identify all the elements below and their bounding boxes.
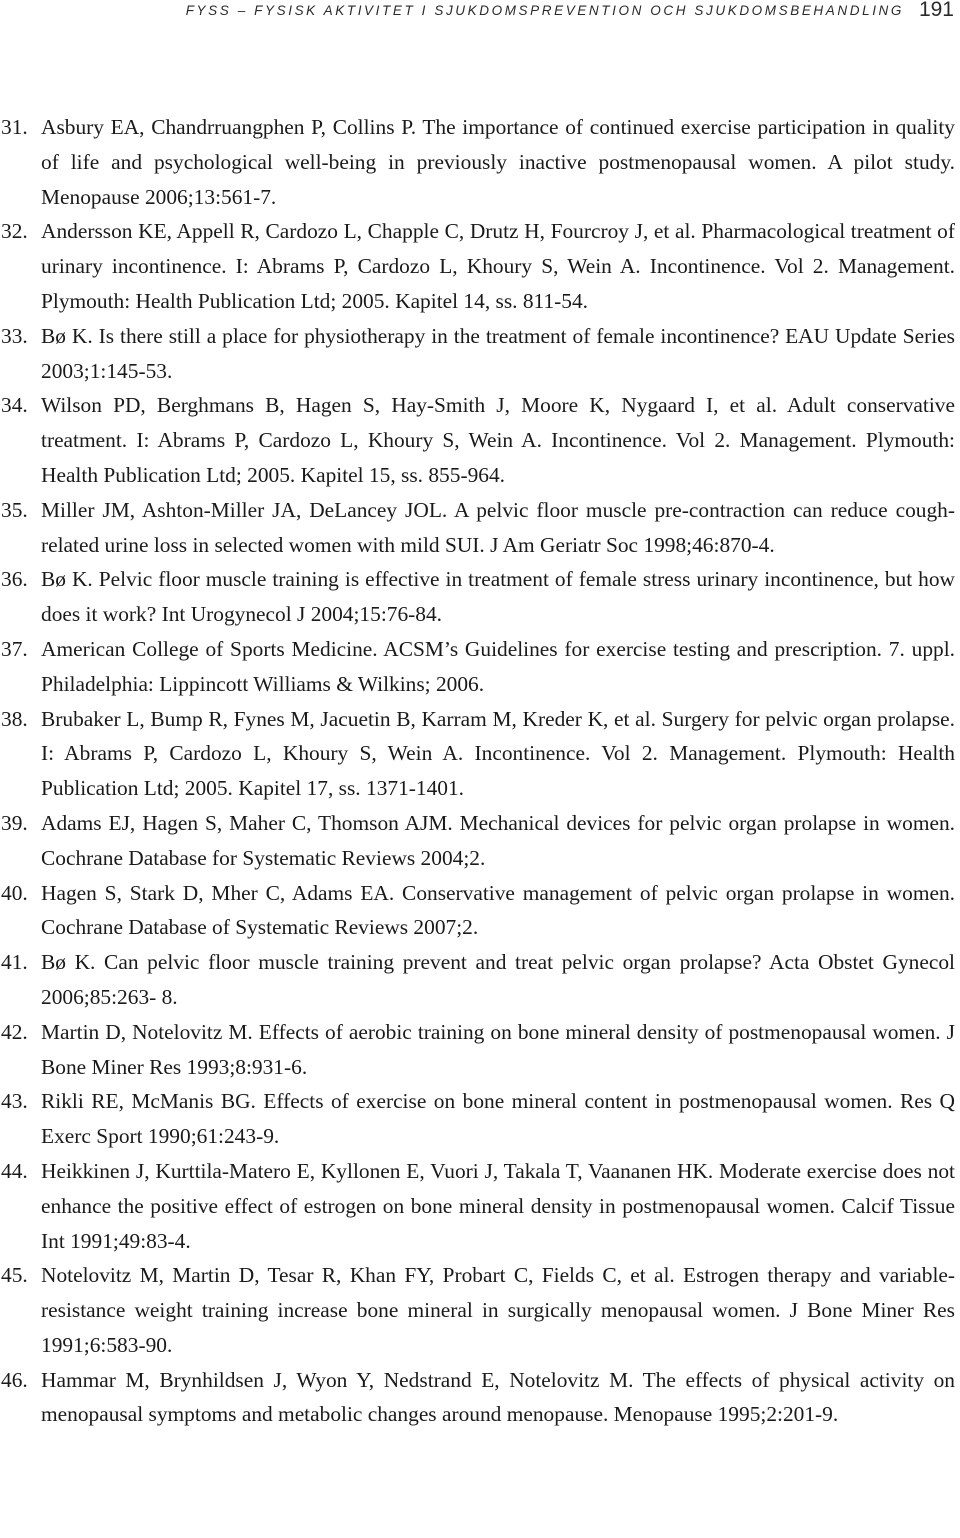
reference-item (0, 1154, 955, 1258)
reference-item (0, 1363, 955, 1433)
reference-number: 33. (1, 323, 28, 348)
reference-number: 42. (1, 1019, 28, 1044)
reference-number: 35. (1, 497, 28, 522)
reference-item (0, 214, 955, 318)
reference-item (0, 702, 955, 806)
reference-number: 46. (1, 1367, 28, 1392)
running-header-title: FYSS – FYSISK AKTIVITET I SJUKDOMSPREVENTION OCH SJUKDOMSBEHANDLING (185, 3, 904, 18)
reference-text: Martin D, Notelovitz M. Effects of aerobic training on bone mineral density of postmenopausal women. J Bone Miner Res 1993;8:931-6. (41, 1019, 955, 1079)
reference-item (0, 1084, 955, 1154)
reference-list (0, 110, 955, 1432)
reference-text: Bø K. Is there still a place for physiotherapy in the treatment of female incontinence? EAU Update Series 2003;1:145-53. (41, 323, 955, 383)
reference-text: Hagen S, Stark D, Mher C, Adams EA. Conservative management of pelvic organ prolapse in women. Cochrane Database of Systematic Reviews 2007;2. (41, 880, 955, 940)
reference-text: Rikli RE, McManis BG. Effects of exercise on bone mineral content in postmenopausal women. Res Q Exerc Sport 1990;61:243-9. (41, 1089, 955, 1149)
reference-item (0, 1258, 955, 1362)
reference-number: 45. (1, 1263, 28, 1288)
reference-number: 34. (1, 393, 28, 418)
reference-number: 41. (1, 950, 28, 975)
reference-number: 43. (1, 1089, 28, 1114)
reference-text: Brubaker L, Bump R, Fynes M, Jacuetin B, Karram M, Kreder K, et al. Surgery for pelvic organ prolapse. I: Abrams P, Cardozo L, Khoury S, Wein A. Incontinence. Vol 2. Management. Plymouth: Health Publication Ltd; 2005. Kapitel 17, ss. 1371-1401. (41, 706, 955, 801)
reference-number: 31. (1, 115, 28, 139)
reference-text: Notelovitz M, Martin D, Tesar R, Khan FY, Probart C, Fields C, et al. Estrogen therapy and variable-resistance weight training increase bone mineral in surgically menopausal women. J Bone Miner Res 1991;6:583-90. (41, 1263, 955, 1357)
reference-item (0, 945, 955, 1015)
reference-item (0, 562, 955, 632)
reference-text: Bø K. Pelvic floor muscle training is effective in treatment of female stress urinary incontinence, but how does it work? Int Urogynecol J 2004;15:76-84. (41, 567, 955, 627)
reference-item (0, 1015, 955, 1085)
reference-number: 39. (1, 810, 28, 835)
reference-item (0, 806, 955, 876)
reference-text: Adams EJ, Hagen S, Maher C, Thomson AJM. Mechanical devices for pelvic organ prolapse in women. Cochrane Database for Systematic Reviews 2004;2. (41, 810, 955, 870)
reference-item (0, 319, 955, 389)
reference-item (0, 110, 955, 214)
reference-number: 38. (1, 706, 28, 731)
page-number: 191 (918, 0, 954, 21)
reference-item (0, 632, 955, 702)
reference-number: 40. (1, 880, 28, 905)
reference-item (0, 388, 955, 492)
reference-number: 32. (1, 219, 28, 244)
reference-text: Wilson PD, Berghmans B, Hagen S, Hay-Smith J, Moore K, Nygaard I, et al. Adult conservative treatment. I: Abrams P, Cardozo L, Khoury S, Wein A. Incontinence. Vol 2. Management. Plymouth: Health Publication Ltd; 2005. Kapitel 15, ss. 855-964. (41, 393, 955, 487)
reference-number: 44. (1, 1158, 28, 1183)
reference-number: 36. (1, 567, 28, 592)
reference-text: Andersson KE, Appell R, Cardozo L, Chapple C, Drutz H, Fourcroy J, et al. Pharmacological treatment of urinary incontinence. I: Abrams P, Cardozo L, Khoury S, Wein A. Incontinence. Vol 2. Management. Plymouth: Health Publication Ltd; 2005. Kapitel 14, ss. 811-54. (41, 219, 955, 313)
reference-text: Heikkinen J, Kurttila-Matero E, Kyllonen E, Vuori J, Takala T, Vaananen HK. Moderate exercise does not enhance the positive effect of estrogen on bone mineral density in postmenopausal women. Calcif Tissue Int 1991;49:83-4. (41, 1158, 955, 1253)
reference-text: American College of Sports Medicine. ACSM’s Guidelines for exercise testing and prescription. 7. uppl. Philadelphia: Lippincott Williams & Wilkins; 2006. (41, 636, 955, 696)
reference-item (0, 876, 955, 946)
reference-text: Bø K. Can pelvic floor muscle training prevent and treat pelvic organ prolapse? Acta Obstet Gynecol 2006;85:263- 8. (41, 950, 955, 1009)
reference-item (0, 493, 955, 563)
reference-text: Asbury EA, Chandrruangphen P, Collins P. The importance of continued exercise participation in quality of life and psychological well-being in previously inactive postmenopausal women. A pilot study. Menopause 2006;13:561-7. (41, 115, 955, 209)
reference-text: Miller JM, Ashton-Miller JA, DeLancey JOL. A pelvic floor muscle pre-contraction can reduce cough-related urine loss in selected women with mild SUI. J Am Geriatr Soc 1998;46:870-4. (41, 497, 955, 557)
reference-number: 37. (1, 636, 28, 661)
reference-text: Hammar M, Brynhildsen J, Wyon Y, Nedstrand E, Notelovitz M. The effects of physical activity on menopausal symptoms and metabolic changes around menopause. Menopause 1995;2:201-9. (41, 1367, 955, 1427)
running-header (0, 0, 960, 30)
